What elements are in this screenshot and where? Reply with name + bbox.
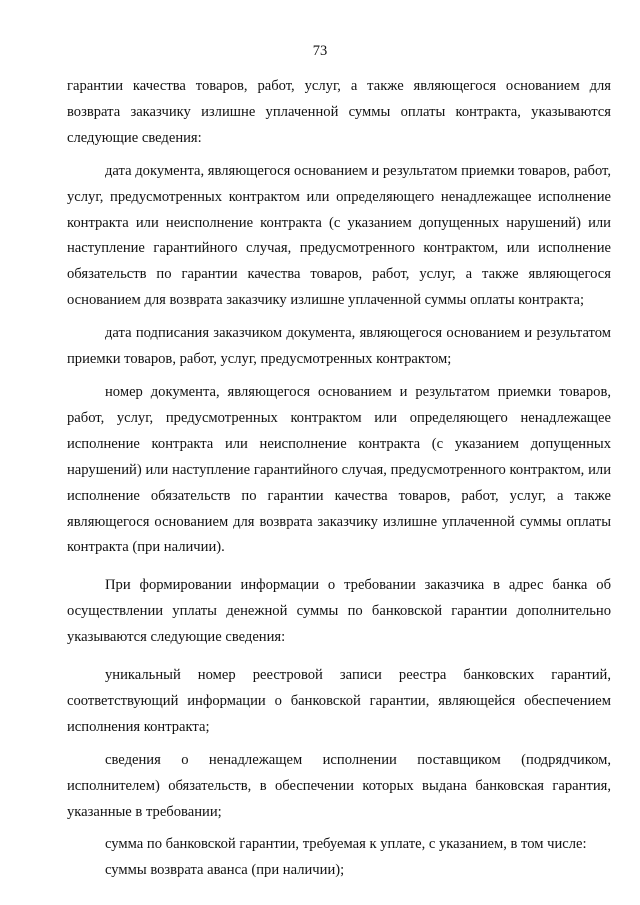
paragraph-signing-date: дата подписания заказчиком документа, являющегося основанием и результатом приемки товаров, работ, услуг, предусмотренных контрактом; [67,325,611,368]
paragraph-improper-performance: сведения о ненадлежащем исполнении поставщиком (подрядчиком, исполнителем) обязательств, в обеспечении которых выдана банковская гарантия, указанные в требовании; [67,751,611,820]
paragraph-document-date: дата документа, являющегося основанием и результатом приемки товаров, работ, услуг, предусмотренных контрактом или определяющего ненадлежащее исполнение контракта или неисполнение контракта (с указанием допущенных нарушений) или наступление гарантийного случая, предусмотренного контрактом, или исполнение обязательств по гарантии качества товаров, работ, услуг, а также являющегося основанием для возврата заказчику излишне уплаченной суммы оплаты контракта; [67,162,611,309]
paragraph-guarantee-amount: сумма по банковской гарантии, требуемая к уплате, с указанием, в том числе: [105,836,587,853]
page-number: 73 [312,43,328,59]
paragraph-document-number: номер документа, являющегося основанием и результатом приемки товаров, работ, услуг, предусмотренных контрактом или определяющего ненадлежащее исполнение контракта или неисполнение контракта (с указанием допущенных нарушений) или наступление гарантийного случая, предусмотренного контрактом, или исполнение обязательств по гарантии качества товаров, работ, услуг, а также являющегося основанием для возврата заказчику излишне уплаченной суммы оплаты контракта (при наличии). [67,383,611,556]
paragraph-advance-refund: суммы возврата аванса (при наличии); [105,862,345,879]
paragraph-registry-number: уникальный номер реестровой записи реестра банковских гарантий, соответствующий информации о банковской гарантии, являющейся обеспечением исполнения контракта; [67,667,611,735]
paragraph-bank-requirement: При формировании информации о требовании заказчика в адрес банка об осуществлении уплаты денежной суммы по банковской гарантии дополнительно указываются следующие сведения: [67,577,611,646]
paragraph-continuation: гарантии качества товаров, работ, услуг, а также являющегося основанием для возврата заказчику излишне уплаченной суммы оплаты контракта, указываются следующие сведения: [67,78,611,146]
document-body [67,74,611,884]
